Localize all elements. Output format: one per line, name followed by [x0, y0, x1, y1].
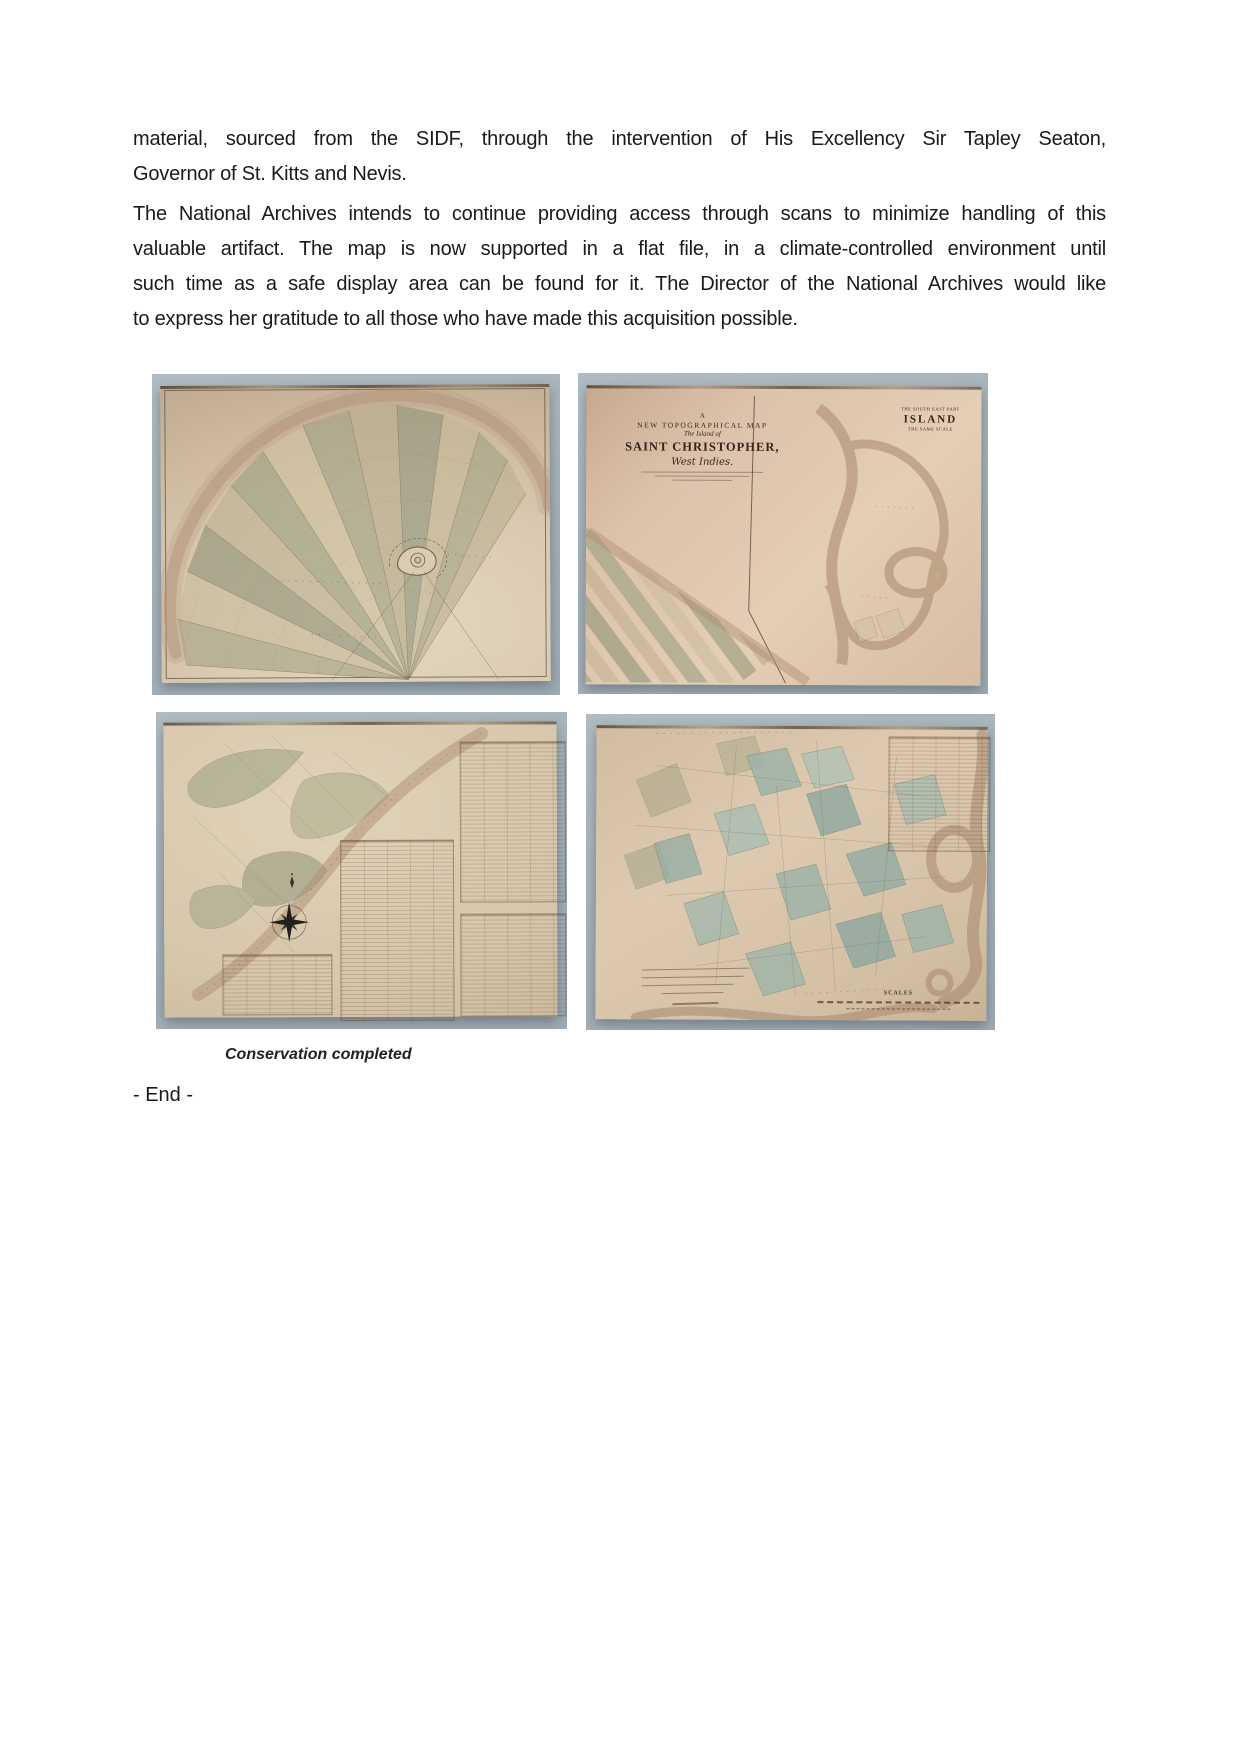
map-paper: [585, 385, 981, 685]
cartouche-rule: [672, 480, 732, 481]
cartouche-line: NEW TOPOGRAPHICAL MAP: [637, 420, 768, 430]
data-table-block: [340, 840, 455, 1021]
cartouche-map-title: SAINT CHRISTOPHER,: [625, 439, 780, 454]
data-table-block: [888, 736, 991, 851]
map-photo-bottom-left: [156, 712, 567, 1029]
cartouche-line: THE SAME SCALE: [907, 426, 953, 432]
map-photo-top-right: [578, 373, 988, 694]
data-table-block: [222, 954, 332, 1015]
map-paper: [160, 384, 551, 683]
end-marker: - End -: [133, 1084, 194, 1106]
intro-paragraph: [133, 122, 1106, 192]
scale-label: SCALES: [883, 990, 914, 997]
figure-caption: Conservation completed: [225, 1046, 412, 1063]
cartouche-line: A: [699, 411, 705, 420]
script-line: [661, 992, 723, 994]
map-photo-bottom-right: [586, 714, 995, 1030]
scale-bar-rule: [817, 1001, 979, 1004]
script-line: [642, 968, 750, 971]
archives-paragraph: [133, 197, 1106, 337]
map-photo-top-left: [152, 374, 560, 695]
map-paper: [595, 725, 987, 1021]
cartouche-line: West Indies.: [671, 456, 734, 468]
cartouche-line: The Island of: [683, 429, 721, 438]
cartouche-rule: [641, 472, 763, 473]
text-line: to express her gratitude to all those who have made this acquisition possible.: [133, 308, 798, 330]
dedication-inscription: [641, 961, 749, 1004]
text-line: valuable artifact. The map is now supported in a flat file, in a climate-controlled environment until: [133, 238, 1106, 260]
inset-cartouche: [874, 406, 986, 432]
inset-title: ISLAND: [903, 413, 958, 426]
scale-bar: [817, 990, 979, 1010]
data-table-block: [460, 913, 566, 1016]
text-line: Governor of St. Kitts and Nevis.: [133, 163, 407, 185]
script-line: [642, 984, 734, 987]
data-table-block: [460, 741, 567, 902]
map-paper: [163, 721, 557, 1017]
script-line: [642, 976, 744, 979]
text-line: such time as a safe display area can be found for it. The Director of the National Archives would like: [133, 273, 1106, 295]
text-line: The National Archives intends to continue providing access through scans to minimize handling of this: [133, 203, 1106, 225]
cartouche-line: THE SOUTH EAST PART: [901, 406, 960, 412]
cartouche-rule: [655, 476, 749, 477]
text-line: material, sourced from the SIDF, through the intervention of His Excellency Sir Tapley Seaton,: [133, 128, 1106, 150]
title-cartouche: [614, 411, 790, 484]
map-drawing-radial-plantations: [160, 384, 551, 683]
